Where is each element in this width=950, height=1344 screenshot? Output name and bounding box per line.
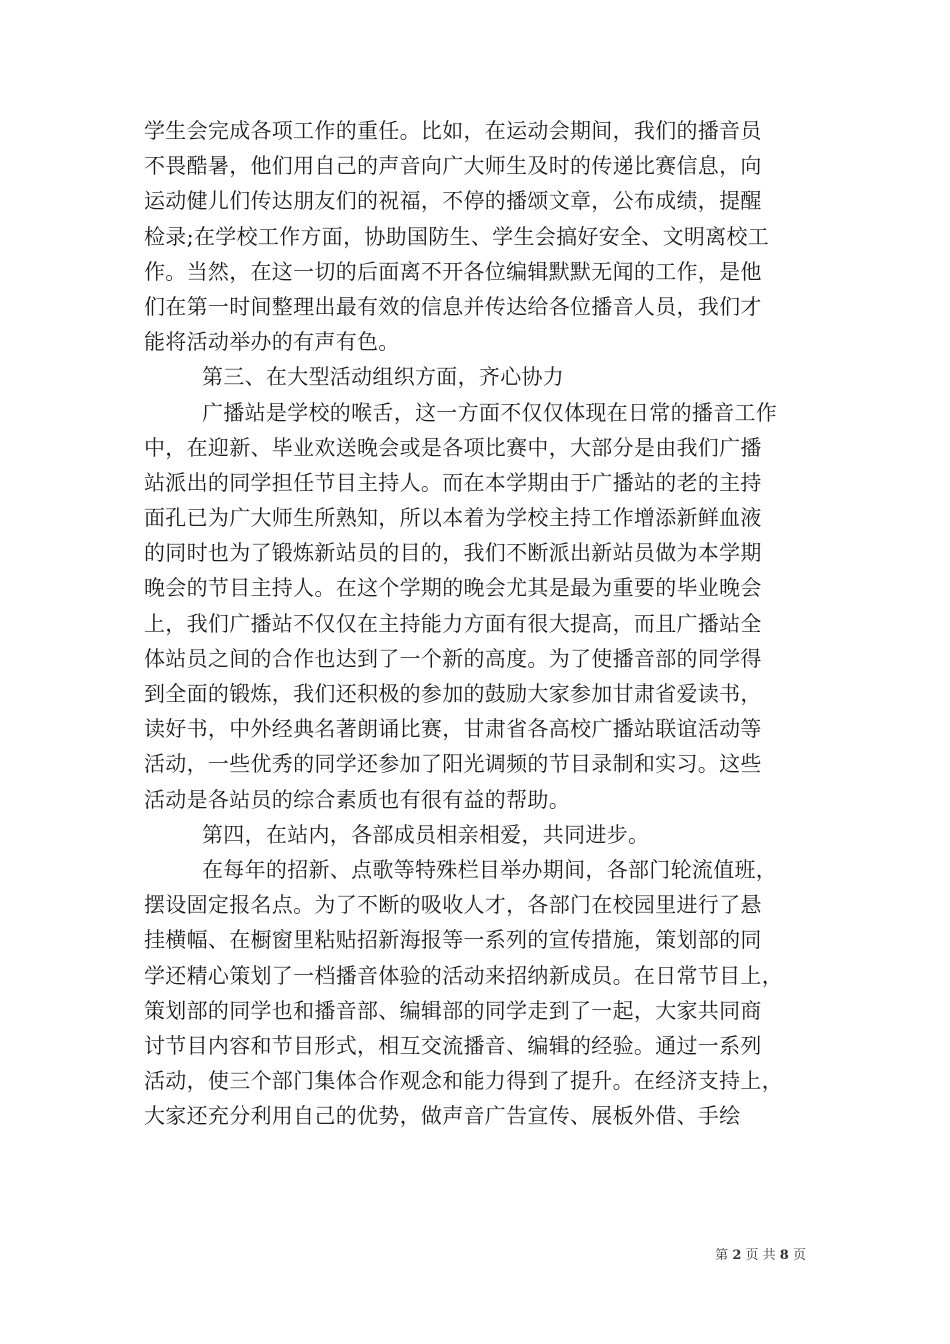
text-line: 运动健儿们传达朋友们的祝福，不停的播颂文章，公布成绩，提醒: [144, 189, 762, 214]
text-line: 在每年的招新、点歌等特殊栏目举办期间，各部门轮流值班，: [202, 857, 778, 882]
text-line: 到全面的锻炼，我们还积极的参加的鼓励大家参加甘肃省爱读书，: [144, 682, 762, 706]
text-line: 检录;在学校工作方面，协助国防生、学生会搞好安全、文明离校工: [144, 224, 770, 249]
text-line: 中，在迎新、毕业欢送晚会或是各项比赛中，大部分是由我们广播: [144, 435, 762, 460]
page-number-footer: [715, 1247, 806, 1265]
text-line: 活动，使三个部门集体合作观念和能力得到了提升。在经济支持上，: [144, 1069, 783, 1094]
current-page-number: 2: [732, 1248, 742, 1263]
footer-middle: 页 共: [745, 1248, 776, 1263]
text-line: 大家还充分利用自己的优势，做声音广告宣传、展板外借、手绘: [144, 1104, 741, 1129]
text-line: 学还精心策划了一档播音体验的活动来招纳新成员。在日常节目上，: [144, 963, 783, 988]
text-line: 晚会的节目主持人。在这个学期的晚会尤其是最为重要的毕业晚会: [144, 576, 762, 601]
text-line: 不畏酷暑，他们用自己的声音向广大师生及时的传递比赛信息，向: [144, 154, 762, 179]
text-line: 摆设固定报名点。为了不断的吸收人才，各部门在校园里进行了悬: [144, 893, 762, 918]
text-line: 面孔已为广大师生所熟知，所以本着为学校主持工作增添新鲜血液: [144, 506, 762, 531]
text-line: 挂横幅、在橱窗里粘贴招新海报等一系列的宣传措施，策划部的同: [144, 928, 762, 953]
text-line: 的同时也为了锻炼新站员的目的，我们不断派出新站员做为本学期: [144, 541, 762, 566]
text-line: 站派出的同学担任节目主持人。而在本学期由于广播站的老的主持: [144, 470, 762, 495]
section-heading-four: 第四，在站内，各部成员相亲相爱，共同进步。: [202, 822, 650, 847]
text-line: 广播站是学校的喉舌，这一方面不仅仅体现在日常的播音工作: [202, 400, 778, 425]
section-heading-three: 第三、在大型活动组织方面，齐心协力: [202, 365, 565, 390]
text-line: 活动是各站员的综合素质也有很有益的帮助。: [144, 787, 570, 812]
footer-suffix: 页: [792, 1248, 806, 1263]
text-line: 活动，一些优秀的同学还参加了阳光调频的节目录制和实习。这些: [144, 752, 762, 777]
text-line: 讨节目内容和节目形式，相互交流播音、编辑的经验。通过一系列: [144, 1033, 762, 1058]
footer-prefix: 第: [715, 1248, 729, 1263]
text-line: 策划部的同学也和播音部、编辑部的同学走到了一起，大家共同商: [144, 998, 762, 1023]
text-line: 们在第一时间整理出最有效的信息并传达给各位播音人员，我们才: [144, 294, 762, 319]
text-line: 作。当然，在这一切的后面离不开各位编辑默默无闻的工作，是他: [144, 259, 762, 284]
text-line: 能将活动举办的有声有色。: [144, 330, 400, 355]
text-line: 学生会完成各项工作的重任。比如，在运动会期间，我们的播音员: [144, 119, 762, 143]
body-text: [144, 114, 824, 1134]
text-line: 上，我们广播站不仅仅在主持能力方面有很大提高，而且广播站全: [144, 611, 762, 636]
text-line: 体站员之间的合作也达到了一个新的高度。为了使播音部的同学得: [144, 646, 762, 671]
total-page-number: 8: [779, 1248, 789, 1263]
text-line: 读好书，中外经典名著朗诵比赛，甘肃省各高校广播站联谊活动等: [144, 717, 762, 742]
